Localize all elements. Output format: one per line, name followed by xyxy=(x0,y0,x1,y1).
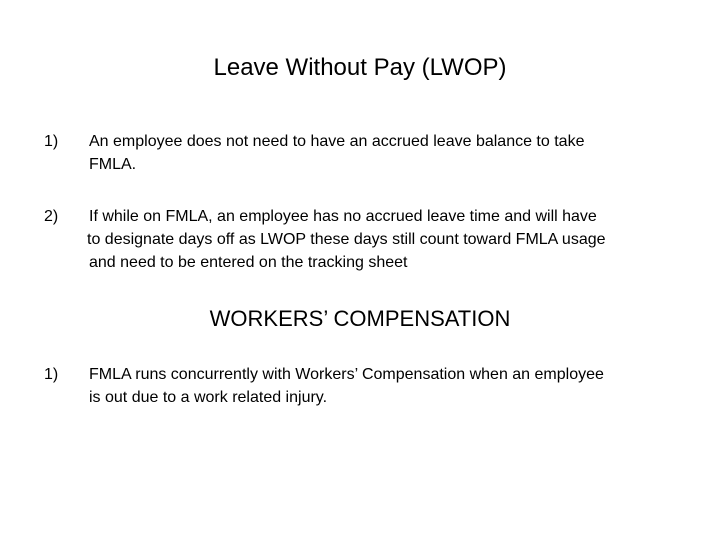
list-item-line: FMLA runs concurrently with Workers’ Compensation when an employee xyxy=(89,366,604,383)
list-item-number: 1) xyxy=(44,366,59,383)
slide-title: Leave Without Pay (LWOP) xyxy=(213,54,507,81)
list-item-text xyxy=(89,130,689,176)
list-item-text xyxy=(89,205,689,274)
section-title: WORKERS’ COMPENSATION xyxy=(209,306,511,331)
list-item-line: FMLA. xyxy=(89,156,137,173)
list-item-number: 1) xyxy=(44,133,59,150)
list-item-line: If while on FMLA, an employee has no accrued leave time and will have xyxy=(89,208,597,225)
list-item-line: An employee does not need to have an accrued leave balance to take xyxy=(89,133,585,150)
list-item-line: is out due to a work related injury. xyxy=(89,389,328,406)
list-item-text xyxy=(89,363,689,409)
list-item-number: 2) xyxy=(44,208,59,225)
list-item-line: to designate days off as LWOP these days still count toward FMLA usage xyxy=(87,231,606,248)
list-item-line: and need to be entered on the tracking sheet xyxy=(89,254,408,271)
